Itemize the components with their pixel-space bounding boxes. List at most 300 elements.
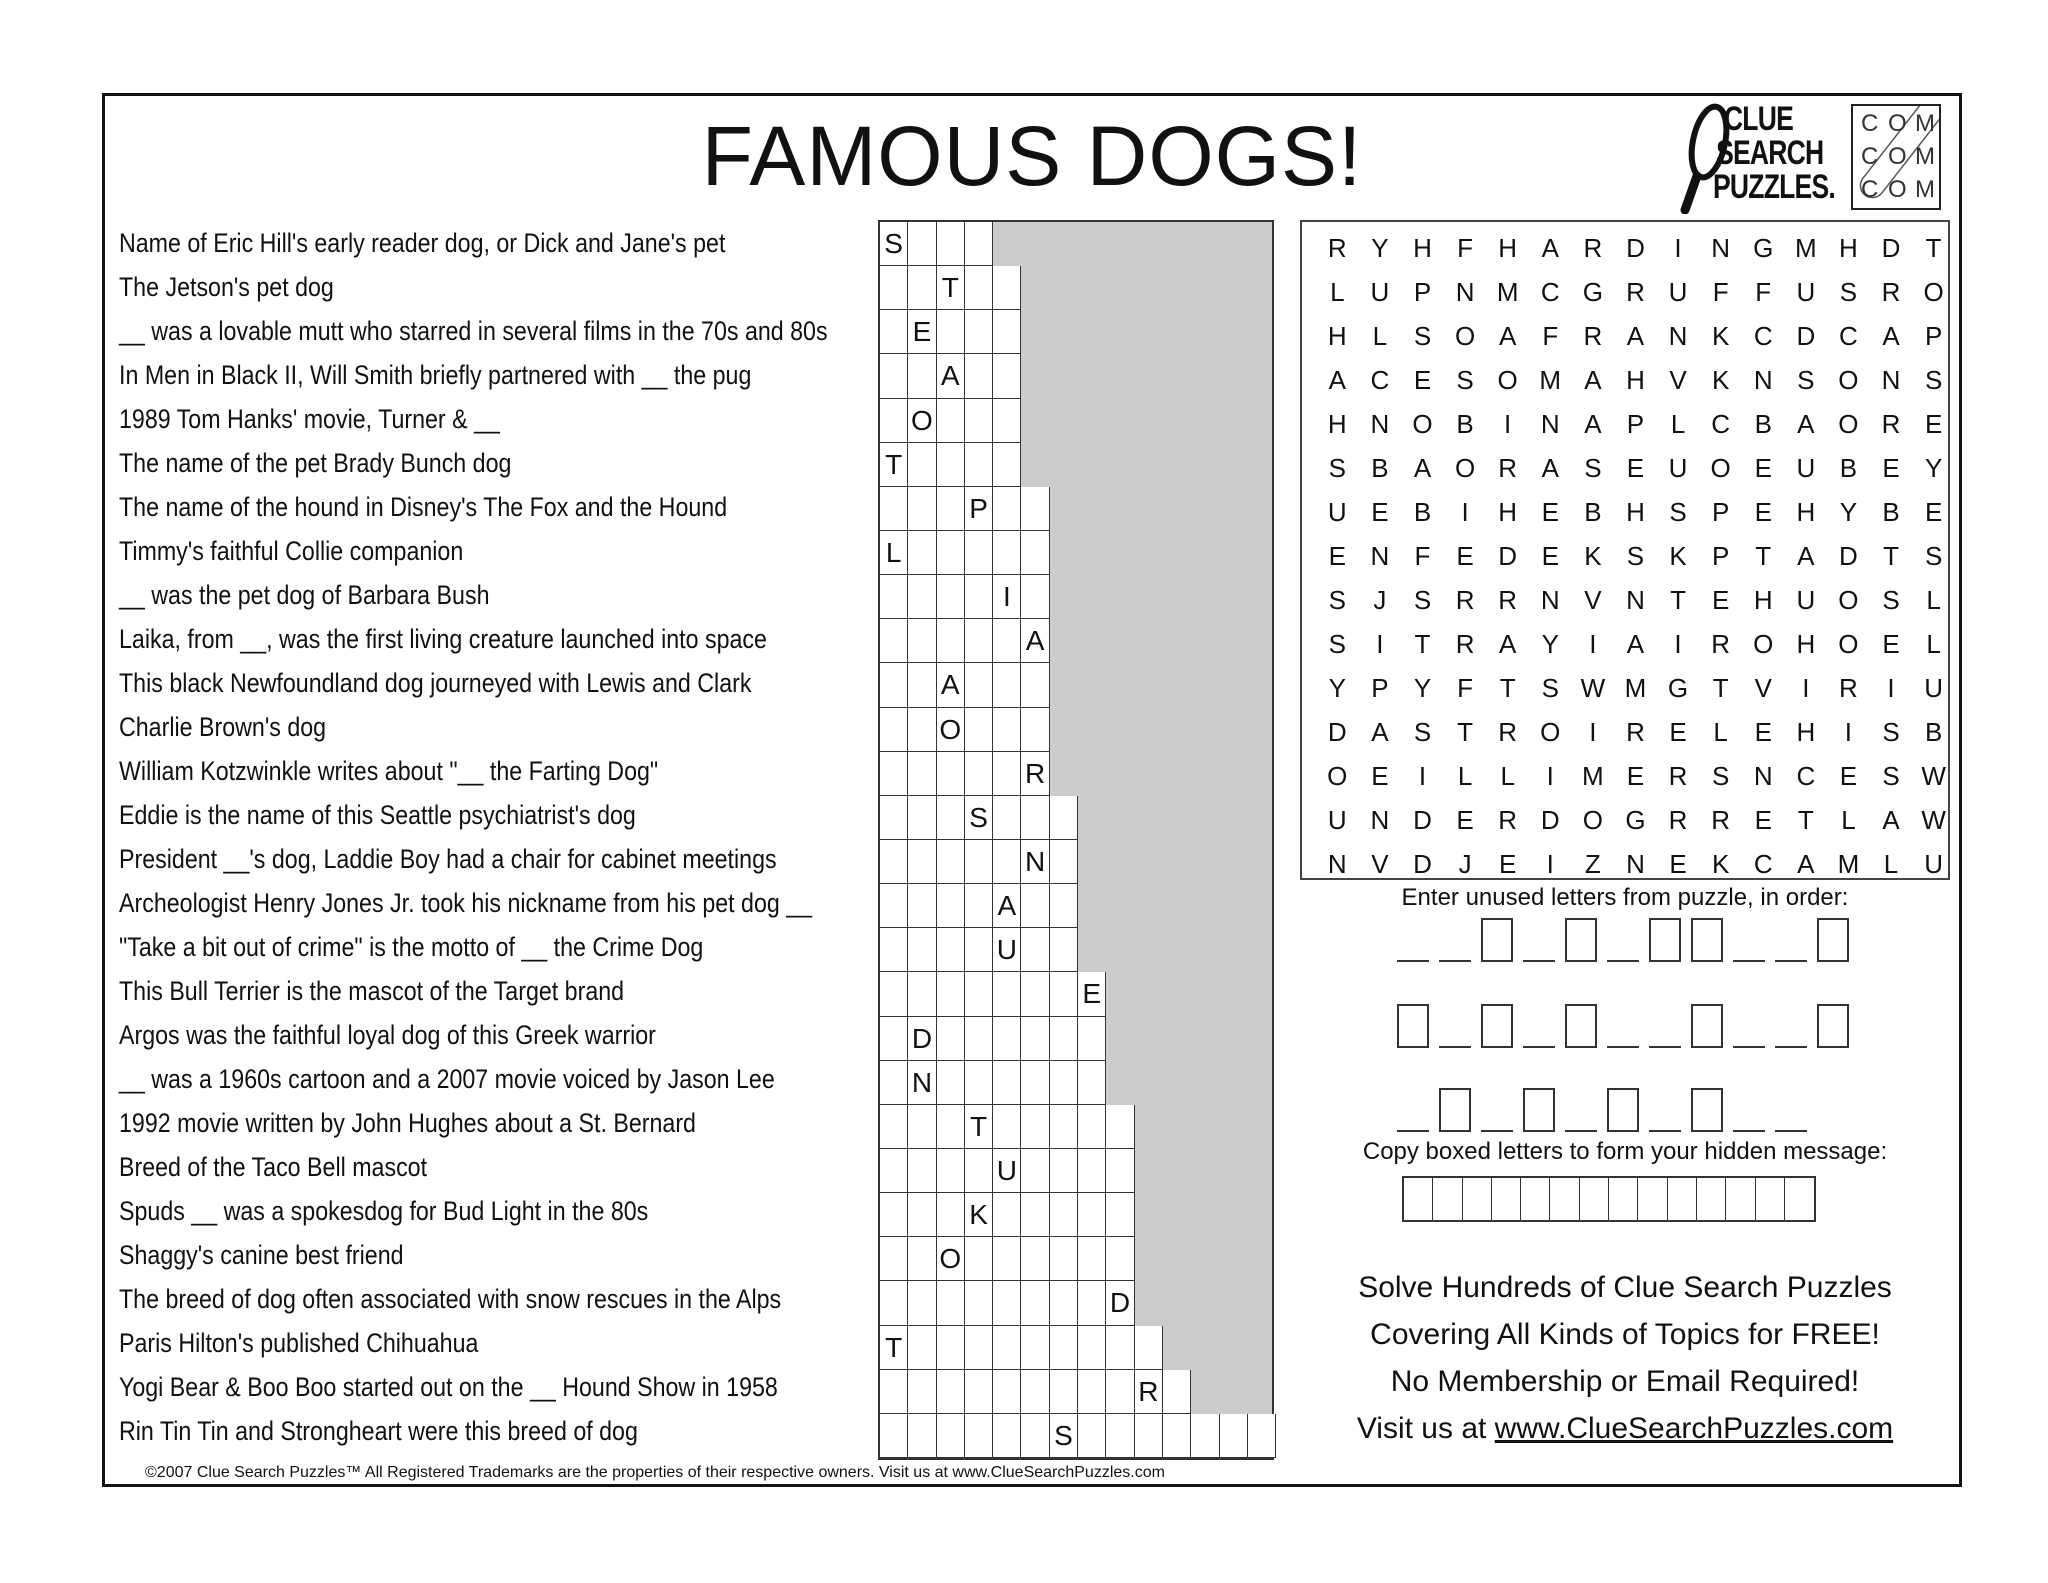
- hidden-message-cell[interactable]: [1609, 1178, 1638, 1220]
- word-search-letter[interactable]: N: [1668, 321, 1688, 351]
- word-search-letter[interactable]: T: [1755, 541, 1772, 571]
- letter-blank[interactable]: [1649, 1004, 1681, 1048]
- word-search-letter[interactable]: S: [1456, 365, 1474, 395]
- word-search-letter[interactable]: O: [1540, 717, 1561, 747]
- word-search-letter[interactable]: S: [1328, 453, 1346, 483]
- word-search-letter[interactable]: K: [1711, 849, 1730, 879]
- word-search-letter[interactable]: A: [1541, 453, 1559, 483]
- word-search-letter[interactable]: N: [1626, 849, 1645, 879]
- answer-cell[interactable]: [908, 531, 936, 575]
- word-search-letter[interactable]: I: [1674, 233, 1682, 263]
- word-search-letter[interactable]: O: [1454, 453, 1476, 483]
- word-search-letter[interactable]: E: [1626, 761, 1645, 791]
- word-search-letter[interactable]: A: [1797, 409, 1815, 439]
- word-search-letter[interactable]: O: [1838, 629, 1859, 659]
- word-search-letter[interactable]: A: [1499, 321, 1517, 351]
- answer-cell[interactable]: [993, 708, 1021, 752]
- answer-cell[interactable]: [993, 1017, 1021, 1061]
- answer-cell[interactable]: [937, 443, 965, 487]
- word-search-letter[interactable]: S: [1711, 761, 1730, 791]
- word-search-letter[interactable]: F: [1414, 541, 1431, 571]
- word-search-letter[interactable]: S: [1413, 717, 1432, 747]
- answer-cell[interactable]: [1050, 840, 1078, 884]
- answer-cell[interactable]: [965, 663, 993, 707]
- word-search-letter[interactable]: P: [1711, 497, 1730, 527]
- word-search-letter[interactable]: R: [1881, 277, 1901, 307]
- hidden-message-cell[interactable]: [1550, 1178, 1579, 1220]
- word-search-letter[interactable]: L: [1713, 717, 1728, 747]
- hidden-message-cell[interactable]: [1726, 1178, 1755, 1220]
- word-search-letter[interactable]: U: [1924, 673, 1943, 703]
- word-search-letter[interactable]: O: [1923, 277, 1944, 307]
- word-search-letter[interactable]: K: [1711, 365, 1730, 395]
- word-search-letter[interactable]: V: [1669, 365, 1687, 395]
- answer-cell[interactable]: I: [993, 575, 1021, 619]
- word-search-letter[interactable]: Y: [1328, 673, 1346, 703]
- word-search-letter[interactable]: D: [1839, 541, 1858, 571]
- answer-cell[interactable]: [908, 884, 936, 928]
- word-search-letter[interactable]: N: [1327, 849, 1347, 879]
- word-search-letter[interactable]: E: [1882, 629, 1900, 659]
- word-search-letter[interactable]: I: [1844, 717, 1853, 747]
- word-search-letter[interactable]: H: [1327, 409, 1347, 439]
- word-search-letter[interactable]: U: [1796, 453, 1816, 483]
- word-search-letter[interactable]: L: [1883, 849, 1899, 879]
- word-search-letter[interactable]: E: [1754, 805, 1772, 835]
- answer-cell[interactable]: [937, 884, 965, 928]
- answer-cell[interactable]: [1106, 1414, 1134, 1458]
- answer-cell[interactable]: [965, 619, 993, 663]
- boxed-letter-slot[interactable]: [1439, 1088, 1471, 1132]
- word-search-letter[interactable]: R: [1626, 277, 1645, 307]
- answer-cell[interactable]: [908, 1370, 936, 1414]
- answer-cell[interactable]: [1106, 1237, 1134, 1281]
- hidden-message-cell[interactable]: [1697, 1178, 1726, 1220]
- answer-cell[interactable]: [965, 354, 993, 398]
- answer-cell[interactable]: [880, 399, 908, 443]
- word-search-letter[interactable]: U: [1327, 805, 1347, 835]
- word-search-letter[interactable]: R: [1668, 805, 1688, 835]
- answer-cell[interactable]: S: [1050, 1414, 1078, 1458]
- answer-cell[interactable]: [1078, 1281, 1106, 1325]
- word-search-letter[interactable]: C: [1711, 409, 1731, 439]
- word-search-letter[interactable]: L: [1926, 629, 1941, 659]
- word-search-letter[interactable]: E: [1626, 453, 1645, 483]
- word-search-letter[interactable]: N: [1540, 409, 1560, 439]
- word-search-letter[interactable]: E: [1413, 365, 1432, 395]
- answer-cell[interactable]: [880, 1414, 908, 1458]
- answer-cell[interactable]: [908, 972, 936, 1016]
- answer-cell[interactable]: [908, 1414, 936, 1458]
- answer-cell[interactable]: [908, 1281, 936, 1325]
- word-search-letter[interactable]: P: [1371, 673, 1389, 703]
- answer-cell[interactable]: [1050, 1149, 1078, 1193]
- letter-blank[interactable]: [1607, 1004, 1639, 1048]
- word-search-letter[interactable]: M: [1837, 849, 1860, 879]
- answer-cell[interactable]: [908, 619, 936, 663]
- letter-blank[interactable]: [1523, 1004, 1555, 1048]
- word-search-letter[interactable]: F: [1712, 277, 1729, 307]
- word-search-letter[interactable]: M: [1582, 761, 1604, 791]
- answer-cell[interactable]: [1021, 972, 1049, 1016]
- word-search-letter[interactable]: G: [1582, 277, 1603, 307]
- answer-cell[interactable]: [993, 1193, 1021, 1237]
- word-search-letter[interactable]: T: [1883, 541, 1899, 571]
- answer-cell[interactable]: [937, 840, 965, 884]
- letter-blank[interactable]: [1565, 1088, 1597, 1132]
- answer-cell[interactable]: [1078, 1326, 1106, 1370]
- answer-cell[interactable]: [1220, 1414, 1248, 1458]
- boxed-letter-slot[interactable]: [1481, 1004, 1513, 1048]
- answer-cell[interactable]: [908, 928, 936, 972]
- word-search-letter[interactable]: D: [1413, 849, 1432, 879]
- boxed-letter-slot[interactable]: [1817, 1004, 1849, 1048]
- word-search-letter[interactable]: N: [1626, 585, 1645, 615]
- answer-cell[interactable]: [908, 354, 936, 398]
- answer-cell[interactable]: [965, 575, 993, 619]
- word-search-letter[interactable]: R: [1839, 673, 1858, 703]
- word-search-letter[interactable]: O: [1753, 629, 1774, 659]
- letter-blank[interactable]: [1439, 1004, 1471, 1048]
- website-link[interactable]: www.ClueSearchPuzzles.com: [1494, 1412, 1894, 1445]
- word-search-letter[interactable]: N: [1753, 365, 1773, 395]
- word-search-letter[interactable]: O: [1582, 805, 1603, 835]
- word-search-letter[interactable]: M: [1794, 233, 1817, 263]
- answer-cell[interactable]: [993, 1414, 1021, 1458]
- word-search-letter[interactable]: B: [1584, 497, 1602, 527]
- word-search-letter[interactable]: S: [1413, 585, 1432, 615]
- answer-cell[interactable]: [908, 796, 936, 840]
- word-search-letter[interactable]: U: [1668, 453, 1688, 483]
- answer-cell[interactable]: [1135, 1414, 1163, 1458]
- answer-cell[interactable]: [1078, 1237, 1106, 1281]
- answer-cell[interactable]: [880, 619, 908, 663]
- word-search-letter[interactable]: R: [1498, 453, 1518, 483]
- answer-cell[interactable]: O: [937, 1237, 965, 1281]
- word-search-letter[interactable]: O: [1497, 365, 1518, 395]
- answer-cell[interactable]: [1078, 1061, 1106, 1105]
- hidden-message-cell[interactable]: [1785, 1178, 1814, 1220]
- word-search-letter[interactable]: A: [1797, 849, 1815, 879]
- word-search-letter[interactable]: T: [1457, 717, 1474, 747]
- answer-cell[interactable]: [1248, 1414, 1276, 1458]
- answer-cell[interactable]: [908, 1326, 936, 1370]
- answer-cell[interactable]: [937, 310, 965, 354]
- word-search-letter[interactable]: E: [1456, 541, 1474, 571]
- word-search-letter[interactable]: D: [1626, 233, 1645, 263]
- answer-cell[interactable]: [937, 796, 965, 840]
- word-search-letter[interactable]: D: [1327, 717, 1347, 747]
- answer-cell[interactable]: [908, 443, 936, 487]
- answer-cell[interactable]: U: [993, 1149, 1021, 1193]
- word-search-letter[interactable]: S: [1839, 277, 1858, 307]
- letter-blank[interactable]: [1775, 1004, 1807, 1048]
- boxed-letter-slot[interactable]: [1523, 1088, 1555, 1132]
- answer-cell[interactable]: [908, 266, 936, 310]
- word-search-letter[interactable]: I: [1546, 761, 1554, 791]
- word-search-letter[interactable]: C: [1796, 761, 1816, 791]
- word-search-letter[interactable]: I: [1674, 629, 1682, 659]
- letter-blank[interactable]: [1733, 1004, 1765, 1048]
- word-search-letter[interactable]: A: [1584, 365, 1602, 395]
- word-search-letter[interactable]: L: [1670, 409, 1686, 439]
- word-search-letter[interactable]: L: [1926, 585, 1941, 615]
- answer-cell[interactable]: [965, 1237, 993, 1281]
- answer-cell[interactable]: [1135, 1326, 1163, 1370]
- answer-cell[interactable]: [1021, 1237, 1049, 1281]
- word-search-letter[interactable]: S: [1328, 629, 1346, 659]
- word-search-letter[interactable]: S: [1669, 497, 1687, 527]
- word-search-letter[interactable]: C: [1753, 321, 1773, 351]
- word-search-letter[interactable]: U: [1924, 849, 1943, 879]
- answer-cell[interactable]: A: [937, 663, 965, 707]
- answer-cell[interactable]: [965, 1017, 993, 1061]
- answer-cell[interactable]: [1050, 1370, 1078, 1414]
- answer-cell[interactable]: [1050, 1281, 1078, 1325]
- answer-cell[interactable]: [1021, 1017, 1049, 1061]
- word-search-letter[interactable]: A: [1626, 629, 1645, 659]
- boxed-letter-slot[interactable]: [1397, 1004, 1429, 1048]
- answer-cell[interactable]: [1021, 1061, 1049, 1105]
- word-search-letter[interactable]: Y: [1924, 453, 1943, 483]
- word-search-letter[interactable]: H: [1327, 321, 1347, 351]
- letter-blank[interactable]: [1523, 918, 1555, 962]
- letter-blank[interactable]: [1775, 918, 1807, 962]
- word-search-letter[interactable]: I: [1461, 497, 1469, 527]
- word-search-letter[interactable]: J: [1373, 585, 1387, 615]
- word-search-letter[interactable]: R: [1583, 233, 1603, 263]
- word-search-letter[interactable]: I: [1589, 717, 1597, 747]
- answer-cell[interactable]: [880, 928, 908, 972]
- word-search-letter[interactable]: N: [1455, 277, 1475, 307]
- word-search-letter[interactable]: M: [1624, 673, 1647, 703]
- answer-cell[interactable]: [1078, 1017, 1106, 1061]
- word-search-letter[interactable]: A: [1882, 321, 1900, 351]
- answer-cell[interactable]: S: [880, 222, 908, 266]
- word-search-letter[interactable]: B: [1839, 453, 1858, 483]
- answer-cell[interactable]: [880, 1237, 908, 1281]
- word-search-letter[interactable]: L: [1372, 321, 1388, 351]
- word-search-letter[interactable]: C: [1370, 365, 1390, 395]
- boxed-letter-slot[interactable]: [1607, 1088, 1639, 1132]
- word-search-letter[interactable]: P: [1924, 321, 1943, 351]
- answer-cell[interactable]: [880, 354, 908, 398]
- answer-cell[interactable]: [908, 1105, 936, 1149]
- answer-cell[interactable]: [1021, 1370, 1049, 1414]
- word-search-letter[interactable]: E: [1499, 849, 1517, 879]
- word-search-letter[interactable]: H: [1498, 233, 1518, 263]
- answer-cell[interactable]: [937, 1149, 965, 1193]
- answer-cell[interactable]: [993, 1237, 1021, 1281]
- word-search-letter[interactable]: H: [1796, 717, 1816, 747]
- word-search-letter[interactable]: R: [1711, 805, 1731, 835]
- word-search-letter[interactable]: S: [1924, 365, 1943, 395]
- answer-cell[interactable]: [880, 796, 908, 840]
- answer-cell[interactable]: [908, 708, 936, 752]
- word-search-letter[interactable]: O: [1710, 453, 1731, 483]
- word-search-letter[interactable]: E: [1371, 497, 1389, 527]
- word-search-letter[interactable]: F: [1457, 233, 1474, 263]
- word-search-letter[interactable]: B: [1456, 409, 1474, 439]
- word-search-letter[interactable]: O: [1838, 409, 1859, 439]
- answer-cell[interactable]: [965, 1414, 993, 1458]
- boxed-letter-slot[interactable]: [1565, 918, 1597, 962]
- word-search-letter[interactable]: E: [1924, 409, 1943, 439]
- answer-cell[interactable]: [1021, 1149, 1049, 1193]
- word-search-letter[interactable]: E: [1754, 497, 1772, 527]
- hidden-message-cell[interactable]: [1580, 1178, 1609, 1220]
- word-search-letter[interactable]: O: [1412, 409, 1433, 439]
- answer-cell[interactable]: [880, 752, 908, 796]
- answer-cell[interactable]: [880, 1281, 908, 1325]
- word-search-letter[interactable]: S: [1541, 673, 1559, 703]
- answer-cell[interactable]: [937, 1370, 965, 1414]
- answer-cell[interactable]: [1050, 1237, 1078, 1281]
- answer-cell[interactable]: [993, 1281, 1021, 1325]
- word-search-letter[interactable]: Y: [1839, 497, 1858, 527]
- answer-cell[interactable]: [937, 531, 965, 575]
- answer-cell[interactable]: [1050, 1061, 1078, 1105]
- word-search-letter[interactable]: U: [1796, 277, 1816, 307]
- answer-cell[interactable]: A: [1021, 619, 1049, 663]
- letter-blank[interactable]: [1397, 918, 1429, 962]
- word-search-letter[interactable]: M: [1496, 277, 1519, 307]
- word-search-letter[interactable]: T: [1414, 629, 1431, 659]
- word-search-letter[interactable]: U: [1796, 585, 1816, 615]
- answer-cell[interactable]: [993, 399, 1021, 443]
- word-search-letter[interactable]: E: [1371, 761, 1389, 791]
- answer-cell[interactable]: [965, 752, 993, 796]
- word-search-letter[interactable]: G: [1753, 233, 1774, 263]
- boxed-letter-slot[interactable]: [1691, 918, 1723, 962]
- word-search-letter[interactable]: W: [1921, 805, 1946, 835]
- hidden-message-cell[interactable]: [1433, 1178, 1462, 1220]
- answer-cell[interactable]: A: [993, 884, 1021, 928]
- word-search-letter[interactable]: R: [1498, 585, 1518, 615]
- answer-cell[interactable]: [908, 1237, 936, 1281]
- word-search-letter[interactable]: E: [1839, 761, 1858, 791]
- answer-cell[interactable]: [1050, 884, 1078, 928]
- answer-cell[interactable]: [1050, 928, 1078, 972]
- answer-cell[interactable]: [1106, 1326, 1134, 1370]
- word-search-letter[interactable]: H: [1498, 497, 1518, 527]
- word-search-letter[interactable]: I: [1546, 849, 1554, 879]
- answer-cell[interactable]: [965, 1149, 993, 1193]
- answer-cell[interactable]: [937, 972, 965, 1016]
- answer-cell[interactable]: [965, 1326, 993, 1370]
- word-search-letter[interactable]: A: [1626, 321, 1645, 351]
- word-search-letter[interactable]: R: [1327, 233, 1347, 263]
- word-search-letter[interactable]: N: [1881, 365, 1901, 395]
- boxed-letter-slot[interactable]: [1691, 1088, 1723, 1132]
- answer-cell[interactable]: [1106, 1370, 1134, 1414]
- answer-cell[interactable]: [1021, 796, 1049, 840]
- word-search-letter[interactable]: R: [1711, 629, 1731, 659]
- answer-cell[interactable]: [993, 487, 1021, 531]
- word-search-letter[interactable]: V: [1371, 849, 1389, 879]
- word-search-letter[interactable]: S: [1328, 585, 1346, 615]
- word-search-letter[interactable]: E: [1669, 849, 1687, 879]
- answer-cell[interactable]: [965, 708, 993, 752]
- word-search-letter[interactable]: E: [1754, 453, 1772, 483]
- answer-cell[interactable]: K: [965, 1193, 993, 1237]
- answer-cell[interactable]: [1078, 1105, 1106, 1149]
- word-search-letter[interactable]: W: [1921, 761, 1946, 791]
- word-search-letter[interactable]: U: [1668, 277, 1688, 307]
- word-search-letter[interactable]: N: [1370, 409, 1390, 439]
- word-search-letter[interactable]: E: [1754, 717, 1772, 747]
- answer-cell[interactable]: [937, 575, 965, 619]
- word-search-letter[interactable]: I: [1802, 673, 1810, 703]
- answer-cell[interactable]: [993, 796, 1021, 840]
- answer-cell[interactable]: [937, 928, 965, 972]
- answer-cell[interactable]: T: [937, 266, 965, 310]
- boxed-letter-slot[interactable]: [1565, 1004, 1597, 1048]
- word-search-letter[interactable]: R: [1498, 805, 1518, 835]
- letter-blank[interactable]: [1649, 1088, 1681, 1132]
- answer-cell[interactable]: [1078, 1149, 1106, 1193]
- hidden-message-cell[interactable]: [1638, 1178, 1667, 1220]
- answer-cell[interactable]: [880, 972, 908, 1016]
- word-search-letter[interactable]: P: [1626, 409, 1645, 439]
- word-search-letter[interactable]: E: [1328, 541, 1346, 571]
- word-search-letter[interactable]: R: [1881, 409, 1901, 439]
- answer-cell[interactable]: [1106, 1149, 1134, 1193]
- word-search-letter[interactable]: I: [1418, 761, 1427, 791]
- answer-cell[interactable]: O: [908, 399, 936, 443]
- word-search-letter[interactable]: N: [1753, 761, 1773, 791]
- letter-blank[interactable]: [1607, 918, 1639, 962]
- word-search-letter[interactable]: E: [1882, 453, 1900, 483]
- boxed-letter-slot[interactable]: [1649, 918, 1681, 962]
- word-search-letter[interactable]: L: [1841, 805, 1856, 835]
- word-search-letter[interactable]: Y: [1541, 629, 1559, 659]
- answer-cell[interactable]: [908, 752, 936, 796]
- word-search-letter[interactable]: N: [1370, 541, 1390, 571]
- word-search-letter[interactable]: L: [1457, 761, 1473, 791]
- answer-cell[interactable]: [965, 1370, 993, 1414]
- word-search-letter[interactable]: G: [1625, 805, 1646, 835]
- boxed-letter-slot[interactable]: [1817, 918, 1849, 962]
- word-search-letter[interactable]: B: [1371, 453, 1389, 483]
- answer-cell[interactable]: [1021, 1105, 1049, 1149]
- word-search-letter[interactable]: D: [1881, 233, 1901, 263]
- word-search-letter[interactable]: L: [1330, 277, 1345, 307]
- answer-cell[interactable]: [965, 1281, 993, 1325]
- letter-blank[interactable]: [1397, 1088, 1429, 1132]
- letter-blank[interactable]: [1481, 1088, 1513, 1132]
- word-search-letter[interactable]: R: [1455, 629, 1475, 659]
- answer-cell[interactable]: [937, 222, 965, 266]
- answer-cell[interactable]: [993, 443, 1021, 487]
- answer-cell[interactable]: [908, 663, 936, 707]
- answer-cell[interactable]: [993, 619, 1021, 663]
- word-search-letter[interactable]: D: [1498, 541, 1518, 571]
- answer-cell[interactable]: [1021, 708, 1049, 752]
- answer-cell[interactable]: P: [965, 487, 993, 531]
- word-search-letter[interactable]: N: [1711, 233, 1731, 263]
- word-search-letter[interactable]: R: [1668, 761, 1688, 791]
- answer-cell[interactable]: [993, 266, 1021, 310]
- word-search-letter[interactable]: S: [1626, 541, 1645, 571]
- answer-cell[interactable]: [937, 1281, 965, 1325]
- answer-cell[interactable]: E: [1078, 972, 1106, 1016]
- word-search-letter[interactable]: I: [1887, 673, 1895, 703]
- answer-cell[interactable]: [880, 266, 908, 310]
- answer-cell[interactable]: [993, 1105, 1021, 1149]
- word-search-letter[interactable]: E: [1711, 585, 1730, 615]
- answer-cell[interactable]: [1050, 796, 1078, 840]
